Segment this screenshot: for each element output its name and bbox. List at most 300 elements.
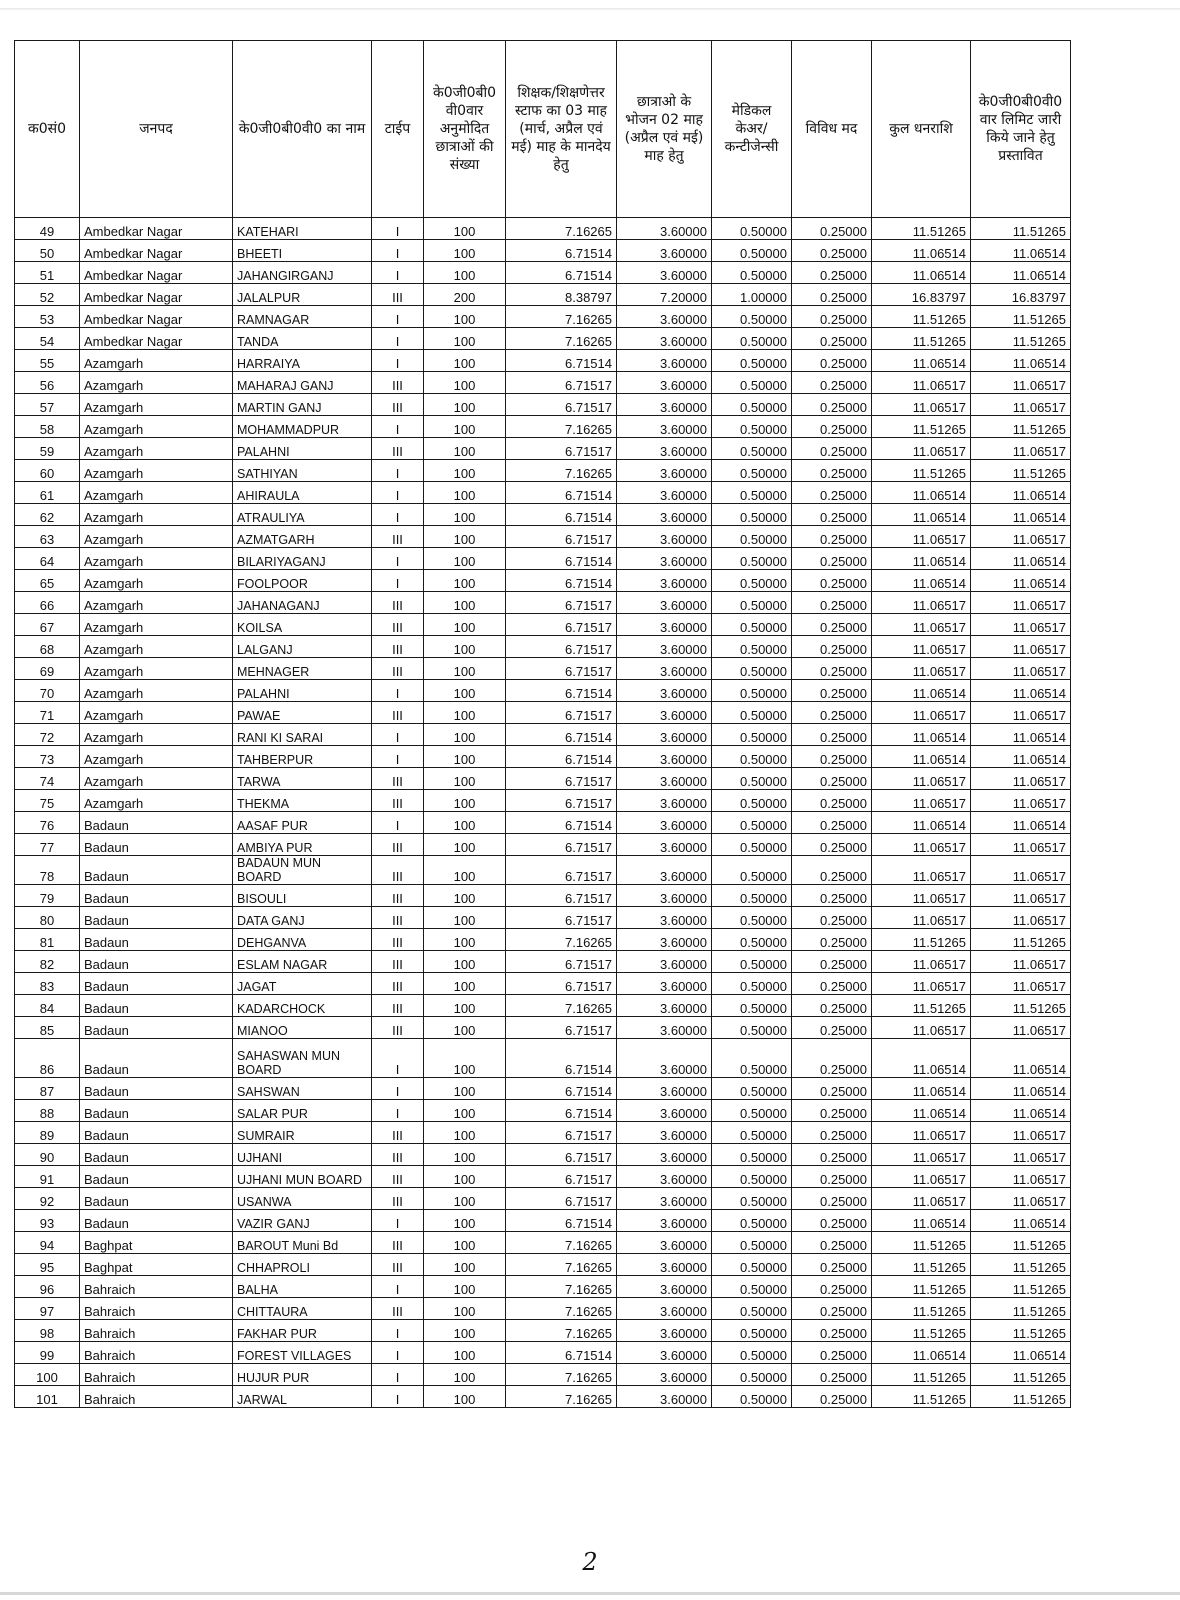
row-total: 11.06517 (872, 658, 971, 680)
row-type: III (372, 856, 424, 885)
row-district: Ambedkar Nagar (80, 218, 233, 240)
row-salary: 7.16265 (506, 995, 617, 1017)
row-district: Azamgarh (80, 438, 233, 460)
row-type: I (372, 218, 424, 240)
row-salary: 6.71514 (506, 1342, 617, 1364)
row-serial: 52 (15, 284, 80, 306)
row-serial: 64 (15, 548, 80, 570)
col-header-students: के0जी0बी0 वी0वार अनुमोदित छात्राओं की संख्या (424, 41, 506, 218)
row-medical: 0.50000 (712, 1276, 792, 1298)
row-students: 100 (424, 1039, 506, 1078)
row-total: 11.51265 (872, 1254, 971, 1276)
col-header-proposed-limit: के0जी0बी0वी0 वार लिमिट जारी किये जाने हेतु प्रस्तावित (971, 41, 1071, 218)
row-students: 100 (424, 1276, 506, 1298)
row-food: 3.60000 (617, 1188, 712, 1210)
row-kgbv-name: CHHAPROLI (233, 1254, 372, 1276)
row-medical: 0.50000 (712, 1342, 792, 1364)
row-kgbv-name: SATHIYAN (233, 460, 372, 482)
row-district: Badaun (80, 1210, 233, 1232)
row-salary: 6.71514 (506, 1078, 617, 1100)
row-total: 11.06514 (872, 350, 971, 372)
row-proposed: 11.06517 (971, 526, 1071, 548)
row-kgbv-name: SAHSWAN (233, 1078, 372, 1100)
row-kgbv-name: RANI KI SARAI (233, 724, 372, 746)
row-medical: 0.50000 (712, 328, 792, 350)
row-students: 100 (424, 929, 506, 951)
row-district: Azamgarh (80, 416, 233, 438)
row-district: Azamgarh (80, 394, 233, 416)
row-medical: 0.50000 (712, 856, 792, 885)
row-medical: 0.50000 (712, 1078, 792, 1100)
row-proposed: 11.51265 (971, 929, 1071, 951)
row-salary: 7.16265 (506, 306, 617, 328)
row-misc: 0.25000 (792, 1386, 872, 1408)
row-kgbv-name: HARRAIYA (233, 350, 372, 372)
table-row (15, 240, 1071, 262)
row-misc: 0.25000 (792, 812, 872, 834)
row-proposed: 11.06514 (971, 1342, 1071, 1364)
row-medical: 0.50000 (712, 548, 792, 570)
row-salary: 6.71514 (506, 812, 617, 834)
row-type: III (372, 658, 424, 680)
row-district: Badaun (80, 951, 233, 973)
row-medical: 0.50000 (712, 372, 792, 394)
row-kgbv-name: SALAR PUR (233, 1100, 372, 1122)
row-serial: 83 (15, 973, 80, 995)
row-total: 11.51265 (872, 929, 971, 951)
row-kgbv-name: FAKHAR PUR (233, 1320, 372, 1342)
row-salary: 7.16265 (506, 1254, 617, 1276)
row-district: Azamgarh (80, 570, 233, 592)
row-food: 3.60000 (617, 548, 712, 570)
row-serial: 91 (15, 1166, 80, 1188)
row-total: 11.51265 (872, 460, 971, 482)
row-type: III (372, 614, 424, 636)
row-serial: 93 (15, 1210, 80, 1232)
row-medical: 0.50000 (712, 306, 792, 328)
row-total: 11.06517 (872, 702, 971, 724)
table-row (15, 438, 1071, 460)
row-students: 100 (424, 592, 506, 614)
row-proposed: 11.06517 (971, 614, 1071, 636)
row-kgbv-name: UJHANI (233, 1144, 372, 1166)
table-row (15, 372, 1071, 394)
row-type: III (372, 1166, 424, 1188)
row-food: 3.60000 (617, 1342, 712, 1364)
row-students: 100 (424, 350, 506, 372)
row-total: 11.51265 (872, 1298, 971, 1320)
row-salary: 6.71514 (506, 1039, 617, 1078)
row-type: III (372, 592, 424, 614)
row-proposed: 11.06517 (971, 702, 1071, 724)
row-total: 11.51265 (872, 218, 971, 240)
row-kgbv-name: BADAUN MUN BOARD (233, 856, 372, 885)
col-header-misc: विविध मद (792, 41, 872, 218)
row-serial: 88 (15, 1100, 80, 1122)
row-misc: 0.25000 (792, 1078, 872, 1100)
row-salary: 6.71514 (506, 1100, 617, 1122)
row-district: Azamgarh (80, 746, 233, 768)
row-type: I (372, 262, 424, 284)
row-type: I (372, 548, 424, 570)
row-total: 11.06517 (872, 885, 971, 907)
row-kgbv-name: KATEHARI (233, 218, 372, 240)
row-type: I (372, 1342, 424, 1364)
row-misc: 0.25000 (792, 1122, 872, 1144)
table-row (15, 1166, 1071, 1188)
row-medical: 0.50000 (712, 724, 792, 746)
row-total: 11.06517 (872, 372, 971, 394)
row-total: 11.06517 (872, 1017, 971, 1039)
row-food: 3.60000 (617, 306, 712, 328)
row-kgbv-name: MARTIN GANJ (233, 394, 372, 416)
row-students: 100 (424, 1017, 506, 1039)
row-serial: 73 (15, 746, 80, 768)
row-students: 100 (424, 995, 506, 1017)
row-serial: 85 (15, 1017, 80, 1039)
row-salary: 6.71517 (506, 438, 617, 460)
row-misc: 0.25000 (792, 1100, 872, 1122)
row-food: 3.60000 (617, 812, 712, 834)
row-type: I (372, 1078, 424, 1100)
row-salary: 7.16265 (506, 328, 617, 350)
row-kgbv-name: AMBIYA PUR (233, 834, 372, 856)
row-food: 3.60000 (617, 636, 712, 658)
row-kgbv-name: JAGAT (233, 973, 372, 995)
row-misc: 0.25000 (792, 885, 872, 907)
row-type: III (372, 1254, 424, 1276)
row-proposed: 11.06517 (971, 907, 1071, 929)
row-salary: 6.71514 (506, 240, 617, 262)
row-serial: 77 (15, 834, 80, 856)
row-proposed: 11.51265 (971, 1254, 1071, 1276)
row-misc: 0.25000 (792, 614, 872, 636)
row-total: 11.06517 (872, 768, 971, 790)
row-food: 3.60000 (617, 658, 712, 680)
row-serial: 63 (15, 526, 80, 548)
row-medical: 0.50000 (712, 1386, 792, 1408)
row-serial: 59 (15, 438, 80, 460)
table-row (15, 636, 1071, 658)
table-row (15, 1342, 1071, 1364)
row-type: I (372, 724, 424, 746)
row-food: 3.60000 (617, 240, 712, 262)
row-salary: 7.16265 (506, 460, 617, 482)
row-type: III (372, 1298, 424, 1320)
row-proposed: 11.06514 (971, 812, 1071, 834)
row-kgbv-name: ESLAM NAGAR (233, 951, 372, 973)
row-misc: 0.25000 (792, 328, 872, 350)
row-food: 3.60000 (617, 746, 712, 768)
row-type: I (372, 460, 424, 482)
row-kgbv-name: SAHASWAN MUN BOARD (233, 1039, 372, 1078)
row-medical: 0.50000 (712, 834, 792, 856)
row-salary: 6.71517 (506, 1122, 617, 1144)
row-total: 11.06517 (872, 614, 971, 636)
row-salary: 6.71514 (506, 724, 617, 746)
row-serial: 78 (15, 856, 80, 885)
row-proposed: 11.51265 (971, 995, 1071, 1017)
row-salary: 6.71514 (506, 746, 617, 768)
row-medical: 0.50000 (712, 1166, 792, 1188)
row-proposed: 11.06517 (971, 973, 1071, 995)
row-misc: 0.25000 (792, 856, 872, 885)
row-district: Azamgarh (80, 768, 233, 790)
row-kgbv-name: MEHNAGER (233, 658, 372, 680)
row-district: Badaun (80, 885, 233, 907)
table-row (15, 504, 1071, 526)
row-medical: 0.50000 (712, 1364, 792, 1386)
row-serial: 84 (15, 995, 80, 1017)
row-medical: 0.50000 (712, 746, 792, 768)
row-food: 3.60000 (617, 834, 712, 856)
col-header-kgbv-name: के0जी0बी0वी0 का नाम (233, 41, 372, 218)
row-serial: 58 (15, 416, 80, 438)
row-food: 3.60000 (617, 973, 712, 995)
row-salary: 6.71517 (506, 1188, 617, 1210)
row-salary: 6.71517 (506, 526, 617, 548)
row-misc: 0.25000 (792, 1039, 872, 1078)
row-type: III (372, 929, 424, 951)
table-row (15, 284, 1071, 306)
row-misc: 0.25000 (792, 658, 872, 680)
row-serial: 57 (15, 394, 80, 416)
row-students: 100 (424, 812, 506, 834)
row-serial: 99 (15, 1342, 80, 1364)
row-food: 3.60000 (617, 570, 712, 592)
row-district: Azamgarh (80, 592, 233, 614)
table-row (15, 1144, 1071, 1166)
row-misc: 0.25000 (792, 1144, 872, 1166)
row-district: Ambedkar Nagar (80, 328, 233, 350)
row-salary: 6.71517 (506, 658, 617, 680)
row-food: 3.60000 (617, 218, 712, 240)
row-kgbv-name: MAHARAJ GANJ (233, 372, 372, 394)
row-medical: 0.50000 (712, 1100, 792, 1122)
row-salary: 6.71517 (506, 394, 617, 416)
row-serial: 101 (15, 1386, 80, 1408)
table-row (15, 394, 1071, 416)
row-total: 11.06514 (872, 548, 971, 570)
row-misc: 0.25000 (792, 350, 872, 372)
table-row (15, 1298, 1071, 1320)
row-district: Baghpat (80, 1232, 233, 1254)
row-total: 11.06517 (872, 592, 971, 614)
row-total: 11.51265 (872, 1320, 971, 1342)
row-proposed: 11.06514 (971, 680, 1071, 702)
row-students: 100 (424, 1122, 506, 1144)
row-kgbv-name: JALALPUR (233, 284, 372, 306)
row-type: I (372, 306, 424, 328)
row-serial: 79 (15, 885, 80, 907)
row-food: 3.60000 (617, 416, 712, 438)
row-serial: 92 (15, 1188, 80, 1210)
row-food: 3.60000 (617, 951, 712, 973)
row-students: 100 (424, 702, 506, 724)
row-kgbv-name: PAWAE (233, 702, 372, 724)
row-total: 11.06514 (872, 1039, 971, 1078)
kgbv-fund-table (14, 40, 1071, 1408)
row-district: Badaun (80, 1144, 233, 1166)
row-proposed: 11.51265 (971, 460, 1071, 482)
row-total: 11.06517 (872, 1122, 971, 1144)
row-medical: 0.50000 (712, 416, 792, 438)
row-salary: 6.71517 (506, 636, 617, 658)
table-row (15, 1100, 1071, 1122)
row-type: I (372, 1320, 424, 1342)
row-total: 11.06514 (872, 240, 971, 262)
row-serial: 65 (15, 570, 80, 592)
table-row (15, 1276, 1071, 1298)
row-district: Badaun (80, 929, 233, 951)
row-serial: 72 (15, 724, 80, 746)
row-medical: 0.50000 (712, 1320, 792, 1342)
row-students: 100 (424, 526, 506, 548)
row-district: Azamgarh (80, 636, 233, 658)
row-serial: 54 (15, 328, 80, 350)
row-salary: 6.71517 (506, 1144, 617, 1166)
row-kgbv-name: DEHGANVA (233, 929, 372, 951)
row-students: 100 (424, 482, 506, 504)
row-misc: 0.25000 (792, 416, 872, 438)
row-kgbv-name: BAROUT Muni Bd (233, 1232, 372, 1254)
row-food: 3.60000 (617, 504, 712, 526)
table-row (15, 1210, 1071, 1232)
row-total: 11.51265 (872, 328, 971, 350)
row-district: Badaun (80, 1100, 233, 1122)
row-kgbv-name: AZMATGARH (233, 526, 372, 548)
row-salary: 6.71517 (506, 592, 617, 614)
row-proposed: 11.06514 (971, 504, 1071, 526)
row-serial: 61 (15, 482, 80, 504)
row-medical: 0.50000 (712, 812, 792, 834)
row-proposed: 16.83797 (971, 284, 1071, 306)
row-misc: 0.25000 (792, 1342, 872, 1364)
row-type: III (372, 636, 424, 658)
row-serial: 50 (15, 240, 80, 262)
row-serial: 80 (15, 907, 80, 929)
row-food: 3.60000 (617, 328, 712, 350)
row-students: 100 (424, 306, 506, 328)
table-row (15, 951, 1071, 973)
row-medical: 0.50000 (712, 995, 792, 1017)
row-proposed: 11.06517 (971, 658, 1071, 680)
row-district: Bahraich (80, 1364, 233, 1386)
row-type: I (372, 1100, 424, 1122)
scan-bottom-edge (0, 1592, 1180, 1595)
row-total: 11.51265 (872, 995, 971, 1017)
col-header-serial: क0सं0 (15, 41, 80, 218)
row-kgbv-name: FOREST VILLAGES (233, 1342, 372, 1364)
table-row (15, 328, 1071, 350)
row-salary: 6.71517 (506, 973, 617, 995)
row-medical: 0.50000 (712, 1254, 792, 1276)
row-district: Bahraich (80, 1298, 233, 1320)
col-header-district: जनपद (80, 41, 233, 218)
table-row (15, 1078, 1071, 1100)
row-type: III (372, 438, 424, 460)
table-row (15, 812, 1071, 834)
table-row (15, 995, 1071, 1017)
row-salary: 7.16265 (506, 416, 617, 438)
row-district: Badaun (80, 1039, 233, 1078)
table-row (15, 746, 1071, 768)
row-medical: 0.50000 (712, 885, 792, 907)
row-students: 100 (424, 394, 506, 416)
row-medical: 0.50000 (712, 973, 792, 995)
row-serial: 51 (15, 262, 80, 284)
table-row (15, 1232, 1071, 1254)
row-misc: 0.25000 (792, 592, 872, 614)
row-students: 100 (424, 636, 506, 658)
row-medical: 0.50000 (712, 1188, 792, 1210)
row-medical: 0.50000 (712, 394, 792, 416)
row-students: 100 (424, 372, 506, 394)
row-type: I (372, 328, 424, 350)
row-type: I (372, 812, 424, 834)
row-misc: 0.25000 (792, 680, 872, 702)
col-header-medical: मेडिकल केअर/ कन्टीजेन्सी (712, 41, 792, 218)
row-kgbv-name: JAHANAGANJ (233, 592, 372, 614)
row-medical: 0.50000 (712, 1298, 792, 1320)
row-misc: 0.25000 (792, 482, 872, 504)
row-kgbv-name: FOOLPOOR (233, 570, 372, 592)
row-serial: 71 (15, 702, 80, 724)
row-students: 100 (424, 262, 506, 284)
row-salary: 7.16265 (506, 1320, 617, 1342)
row-proposed: 11.06514 (971, 1039, 1071, 1078)
table-row (15, 570, 1071, 592)
row-total: 11.06517 (872, 973, 971, 995)
row-misc: 0.25000 (792, 372, 872, 394)
row-total: 11.06514 (872, 746, 971, 768)
row-type: III (372, 394, 424, 416)
row-type: III (372, 1188, 424, 1210)
row-proposed: 11.51265 (971, 1386, 1071, 1408)
row-total: 11.06514 (872, 262, 971, 284)
row-students: 100 (424, 790, 506, 812)
row-students: 100 (424, 1210, 506, 1232)
row-medical: 0.50000 (712, 1017, 792, 1039)
row-proposed: 11.51265 (971, 1320, 1071, 1342)
row-misc: 0.25000 (792, 834, 872, 856)
table-row (15, 834, 1071, 856)
row-total: 11.06514 (872, 724, 971, 746)
row-misc: 0.25000 (792, 746, 872, 768)
row-medical: 0.50000 (712, 929, 792, 951)
row-kgbv-name: VAZIR GANJ (233, 1210, 372, 1232)
row-misc: 0.25000 (792, 460, 872, 482)
row-serial: 55 (15, 350, 80, 372)
row-food: 3.60000 (617, 526, 712, 548)
row-students: 100 (424, 570, 506, 592)
row-kgbv-name: DATA GANJ (233, 907, 372, 929)
row-total: 11.06514 (872, 504, 971, 526)
row-misc: 0.25000 (792, 394, 872, 416)
row-students: 100 (424, 416, 506, 438)
row-food: 3.60000 (617, 1078, 712, 1100)
row-proposed: 11.06517 (971, 951, 1071, 973)
table-row (15, 1320, 1071, 1342)
row-salary: 6.71517 (506, 856, 617, 885)
row-type: III (372, 284, 424, 306)
row-serial: 68 (15, 636, 80, 658)
table-row (15, 416, 1071, 438)
row-district: Azamgarh (80, 482, 233, 504)
row-total: 11.06517 (872, 907, 971, 929)
row-students: 100 (424, 460, 506, 482)
row-misc: 0.25000 (792, 1320, 872, 1342)
